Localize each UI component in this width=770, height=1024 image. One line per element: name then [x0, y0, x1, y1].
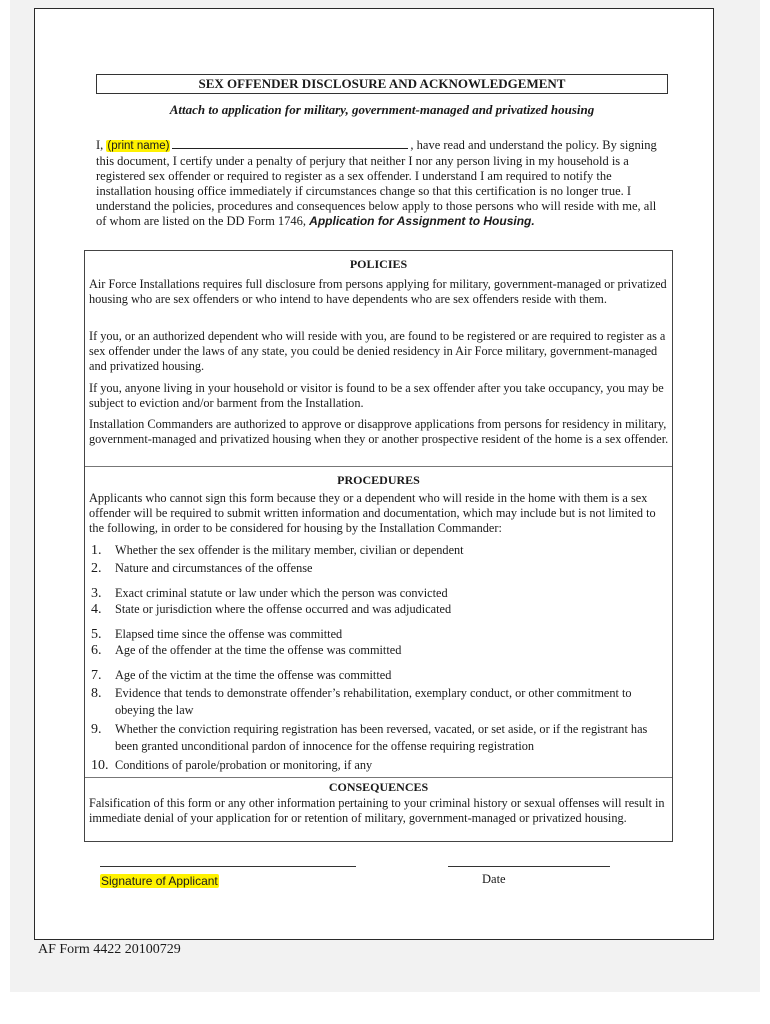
policy-box	[84, 250, 673, 842]
item-text: Nature and circumstances of the offense	[115, 561, 313, 575]
item-text: Exact criminal statute or law under which the person was convicted	[115, 586, 448, 600]
consequences-text: Falsification of this form or any other information pertaining to your criminal history or sexual offenses will result in immediate denial of your application for or retention of military, government-managed or privatized housing.	[89, 796, 665, 825]
item-number: 3.	[91, 586, 102, 601]
signature-label-text: Signature of Applicant	[101, 874, 218, 888]
item-text: Whether the sex offender is the military member, civilian or dependent	[115, 543, 464, 557]
item-text: Whether the conviction requiring registration has been reversed, vacated, or set aside, or if the registrant has been granted unconditional pardon of innocence for the offense requiring registration	[115, 722, 648, 753]
print-name-field[interactable]	[172, 136, 408, 149]
signature-line[interactable]	[100, 866, 356, 867]
item-text: Age of the victim at the time the offense was committed	[115, 668, 392, 682]
policy-paragraph: Installation Commanders are authorized to approve or disapprove applications from persons for residency in military, government-managed and privatized housing when they or another prospective resident of the home is a sex offender.	[89, 417, 669, 446]
print-name-label: (print name)	[107, 140, 170, 152]
date-label: Date	[482, 872, 506, 886]
consequences-heading: CONSEQUENCES	[328, 780, 429, 794]
item-text: Conditions of parole/probation or monitoring, if any	[115, 758, 373, 772]
item-number: 7.	[91, 668, 102, 683]
intro-after-field: , have read and understand the policy. By	[410, 138, 617, 152]
form-number: AF Form 4422 20100729	[38, 942, 181, 957]
item-text: Age of the offender at the time the offense was committed	[115, 643, 402, 657]
certification-paragraph	[96, 136, 662, 229]
form-subtitle: Attach to application for military, government-managed and privatized housing	[169, 102, 595, 117]
section-divider	[85, 777, 672, 778]
signature-label	[100, 872, 219, 890]
item-number: 4.	[91, 602, 102, 617]
policy-paragraph: Air Force Installations requires full disclosure from persons applying for military, government-managed or privatized housing who are sex offenders or who intend to have dependents who are sex offenders reside with them.	[89, 277, 667, 306]
section-divider	[85, 466, 672, 467]
date-line[interactable]	[448, 866, 610, 867]
item-number: 9.	[91, 722, 102, 737]
item-number: 2.	[91, 561, 102, 576]
intro-prefix: I,	[96, 138, 107, 152]
procedures-heading: PROCEDURES	[337, 473, 420, 487]
item-text: Evidence that tends to demonstrate offender’s rehabilitation, exemplary conduct, or other commitment to obeying the law	[115, 686, 632, 717]
procedures-intro: Applicants who cannot sign this form because they or a dependent who will reside in the home with them is a sex offender will be required to submit written information and documentation, which may include but is not limited to the following, in order to be considered for housing by the Installation Commander:	[89, 491, 656, 535]
item-number: 1.	[91, 543, 102, 558]
item-number: 6.	[91, 643, 102, 658]
dd-form-name: Application for Assignment to Housing.	[309, 214, 535, 228]
item-text: Elapsed time since the offense was committed	[115, 627, 343, 641]
policy-paragraph: If you, or an authorized dependent who will reside with you, are found to be registered or are required to register as a sex offender under the laws of any state, you could be denied residency in Air Force military, government-managed and privatized housing.	[89, 329, 666, 373]
item-number: 5.	[91, 627, 102, 642]
item-text: State or jurisdiction where the offense occurred and was adjudicated	[115, 602, 452, 616]
form-title: SEX OFFENDER DISCLOSURE AND ACKNOWLEDGEMENT	[96, 74, 668, 94]
policy-paragraph: If you, anyone living in your household or visitor is found to be a sex offender after you take occupancy, you may be subject to eviction and/or barment from the Installation.	[89, 381, 664, 410]
item-number: 8.	[91, 686, 102, 701]
policies-heading: POLICIES	[349, 257, 408, 271]
intro-body: signing this document, I certify under a penalty of perjury that neither I nor any person living in my household is a registered sex offender or required to register as a sex offender. I understand I am required to notify the installation housing office immediately if circumstances change so that this certification is no longer true. I understand the policies, procedures and consequences below apply to those persons who will reside with me, all of whom are listed on the DD Form 1746,	[96, 138, 657, 228]
item-number: 10.	[91, 758, 109, 773]
